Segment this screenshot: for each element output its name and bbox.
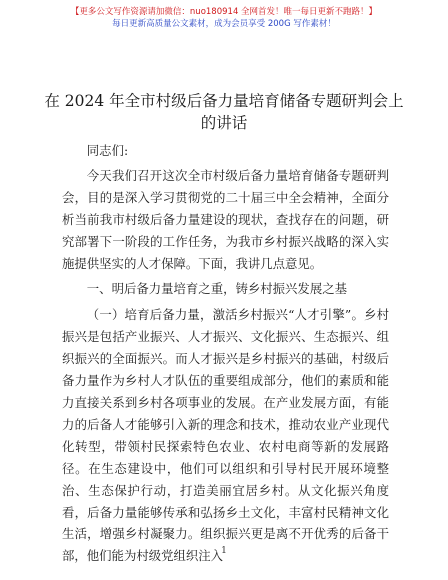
document-body bbox=[62, 140, 389, 567]
paragraph-1-1: （一）培育后备力量，激活乡村振兴“人才引擎”。乡村振兴是包括产业振兴、人才振兴、文化振兴、生态振兴、组织振兴的全面振兴。而人才振兴是乡村振兴的基础，村级后备力量作为乡村人才队伍的重要组成部分，他们的素质和能力直接关系到乡村各项事业的发展。在产业发展方面，有能力的后备人才能够引入新的理念和技术，推动农业产业现代化转型，带领村民探索特色农业、农村电商等新的发展路径。在生态建设中，他们可以组织和引导村民开展环境整治、生态保护行动，打造美丽宜居乡村。从文化振兴角度看，后备力量能够传承和弘扬乡土文化，丰富村民精神文化生活，增强乡村凝聚力。组织振兴更是离不开优秀的后备干部，他们能为村级党组织注入 bbox=[62, 307, 389, 564]
greeting: 同志们: bbox=[86, 143, 129, 158]
paragraph-intro: 今天我们召开这次全市村级后备力量培育储备专题研判会，目的是深入学习贯彻党的二十届三中全会精神，全面分析当前我市村级后备力量建设的现状，查找存在的问题，研究部署下一阶段的工作任务，为我市乡村振兴战略的深入实施提供坚实的人才保障。下面，我讲几点意见。 bbox=[62, 167, 389, 271]
document-title: 在 2024 年全市村级后备力量培育储备专题研判会上的讲话 bbox=[44, 92, 404, 132]
section-heading-1: 一、明后备力量培育之重，铸乡村振兴发展之基 bbox=[86, 281, 347, 297]
promo-banner-line1: 【更多公文写作资源请加微信：nuo180914 全网首发！唯一每日更新不跑路！】 bbox=[70, 7, 378, 17]
page-number: 1 bbox=[221, 546, 227, 556]
promo-banner bbox=[0, 6, 448, 30]
promo-banner-line2: 每日更新高质量公文素材，成为会员享受 200G 写作素材！ bbox=[112, 19, 336, 29]
